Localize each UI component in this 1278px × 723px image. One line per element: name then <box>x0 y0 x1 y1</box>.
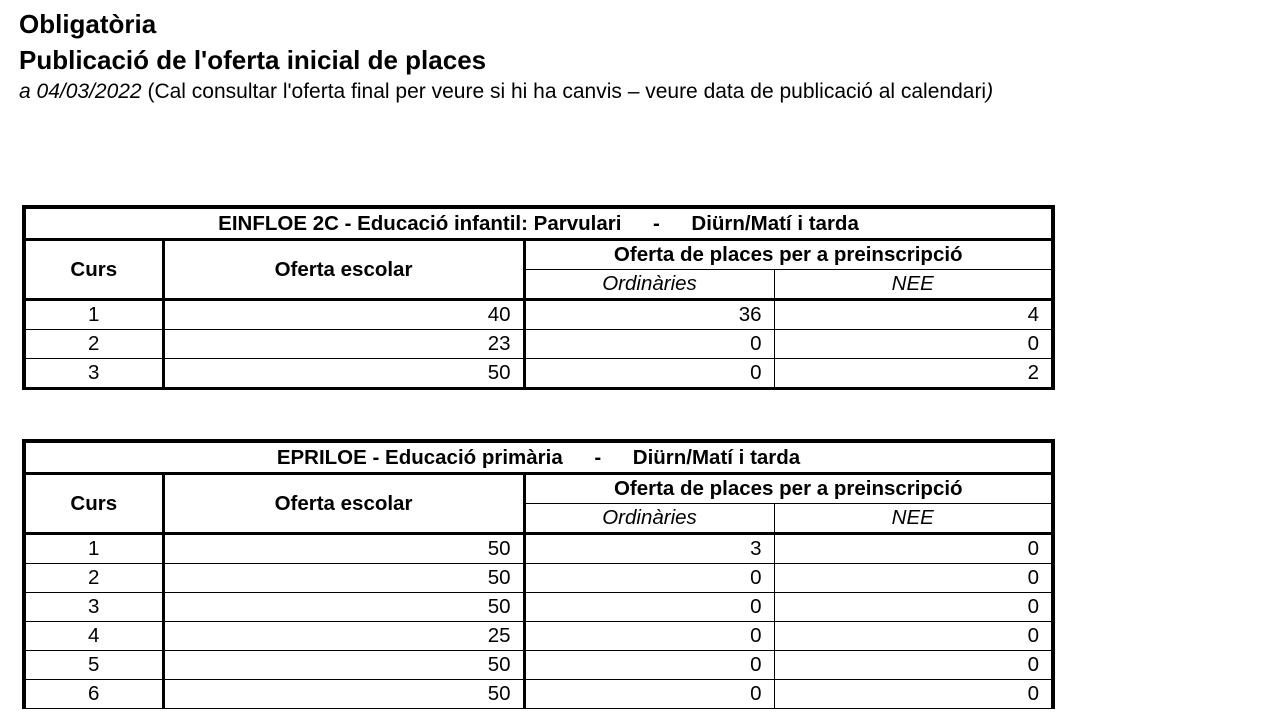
cell-ordinaries: 0 <box>524 680 774 709</box>
cell-oferta: 40 <box>163 300 524 330</box>
table-title <box>24 207 1053 240</box>
table-row <box>24 622 1053 651</box>
offer-table-einfloe <box>22 205 1055 390</box>
table-title-schedule: Diürn/Matí i tarda <box>691 211 859 235</box>
table-row <box>24 564 1053 593</box>
table-row <box>24 593 1053 622</box>
cell-ordinaries: 0 <box>524 593 774 622</box>
cell-curs: 1 <box>24 534 163 564</box>
cell-oferta: 25 <box>163 622 524 651</box>
cell-curs: 4 <box>24 622 163 651</box>
cell-nee: 0 <box>774 680 1053 709</box>
column-header-ordinaries: Ordinàries <box>524 504 774 534</box>
cell-ordinaries: 0 <box>524 651 774 680</box>
column-header-ordinaries: Ordinàries <box>524 270 774 300</box>
cell-nee: 0 <box>774 622 1053 651</box>
cell-oferta: 50 <box>163 564 524 593</box>
cell-oferta: 23 <box>163 330 524 359</box>
cell-ordinaries: 0 <box>524 359 774 389</box>
cell-ordinaries: 3 <box>524 534 774 564</box>
cell-oferta: 50 <box>163 359 524 389</box>
table-row <box>24 359 1053 389</box>
column-header-curs: Curs <box>24 474 163 534</box>
column-header-oferta: Oferta escolar <box>163 240 524 300</box>
table-title-row <box>24 441 1053 474</box>
page-title: Publicació de l'oferta inicial de places <box>19 45 487 75</box>
cell-curs: 6 <box>24 680 163 709</box>
cell-oferta: 50 <box>163 651 524 680</box>
offer-table-epriloe <box>22 439 1055 709</box>
column-header-nee: NEE <box>774 270 1053 300</box>
column-group-header: Oferta de places per a preinscripció <box>524 474 1053 504</box>
cell-nee: 0 <box>774 593 1053 622</box>
note-open-paren: ( <box>141 80 155 103</box>
cell-nee: 0 <box>774 330 1053 359</box>
cell-ordinaries: 0 <box>524 330 774 359</box>
cell-ordinaries: 0 <box>524 622 774 651</box>
table-title-separator: - <box>594 445 602 469</box>
cell-nee: 0 <box>774 651 1053 680</box>
column-header-curs: Curs <box>24 240 163 300</box>
cell-nee: 0 <box>774 564 1053 593</box>
table-row <box>24 300 1053 330</box>
cell-nee: 0 <box>774 534 1053 564</box>
cell-curs: 1 <box>24 300 163 330</box>
cell-curs: 3 <box>24 593 163 622</box>
column-header-oferta: Oferta escolar <box>163 474 524 534</box>
table-title-study: EPRILOE - Educació primària <box>276 445 563 469</box>
table-header-row <box>24 474 1053 504</box>
publication-note <box>19 78 993 106</box>
cell-curs: 2 <box>24 564 163 593</box>
cell-curs: 2 <box>24 330 163 359</box>
table-header-row <box>24 240 1053 270</box>
table-title-schedule: Diürn/Matí i tarda <box>632 445 801 469</box>
column-group-header: Oferta de places per a preinscripció <box>524 240 1053 270</box>
cell-ordinaries: 0 <box>524 564 774 593</box>
table-title-study: EINFLOE 2C - Educació infantil: Parvulari <box>218 211 622 235</box>
table-row <box>24 680 1053 709</box>
cell-nee: 2 <box>774 359 1053 389</box>
cell-curs: 5 <box>24 651 163 680</box>
cell-ordinaries: 36 <box>524 300 774 330</box>
table-row <box>24 330 1053 359</box>
note-text: Cal consultar l'oferta final per veure si hi ha canvis – veure data de publicació al calendari <box>154 80 987 103</box>
table-title-separator: - <box>652 211 660 235</box>
table-title-row <box>24 207 1053 240</box>
cell-oferta: 50 <box>163 680 524 709</box>
document-header <box>19 6 993 106</box>
section-title: Obligatòria <box>19 9 157 39</box>
column-header-nee: NEE <box>774 504 1053 534</box>
cell-oferta: 50 <box>163 534 524 564</box>
table-title <box>24 441 1053 474</box>
cell-curs: 3 <box>24 359 163 389</box>
table-row <box>24 651 1053 680</box>
publication-date: a 04/03/2022 <box>19 80 142 103</box>
table-row <box>24 534 1053 564</box>
cell-oferta: 50 <box>163 593 524 622</box>
note-close-paren: ) <box>986 80 994 103</box>
cell-nee: 4 <box>774 300 1053 330</box>
